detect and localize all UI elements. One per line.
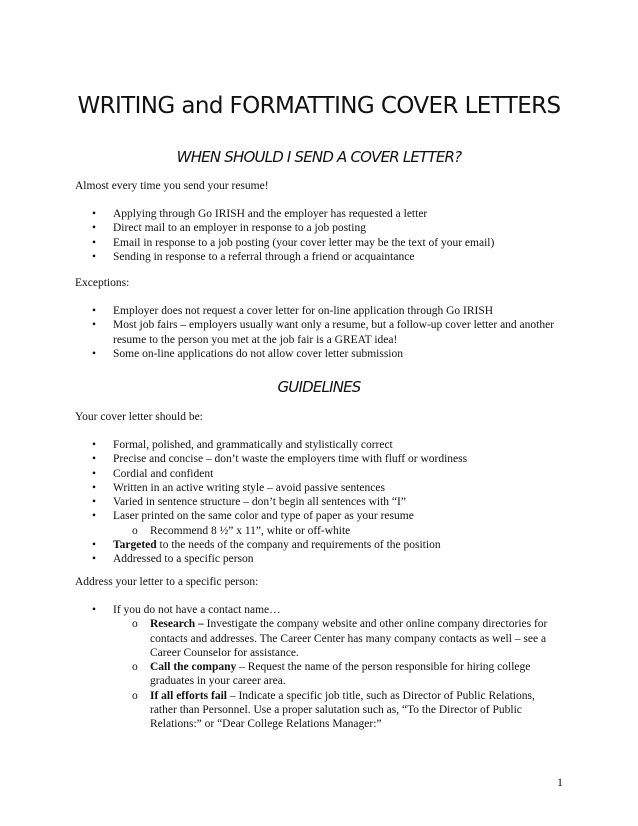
exceptions-list [75,304,554,361]
list-item: • Employer does not request a cover letter for on-line application through Go IRISH [75,304,554,318]
item-text: Laser printed on the same color and type of paper as your resume [113,510,414,523]
list-item: • Email in response to a job posting (your cover letter may be the text of your email) [75,236,494,250]
line: graduates in your career area. [150,675,286,688]
line: Most job fairs – employers usually want only a resume, but a follow-up cover letter and another [113,319,555,332]
bold-term: Call the company [150,661,237,674]
address-intro: Address your letter to a specific person: [75,576,259,588]
line: Relations:” or “Dear College Relations Manager:” [150,718,382,731]
list-item [75,603,547,732]
page-title: WRITING and FORMATTING COVER LETTERS [77,93,561,119]
list-item: • Cordial and confident [75,467,467,481]
line: – Indicate a specific job title, such as Director of Public Relations, [226,689,535,702]
line: Investigate the company website and other online company directories for [203,618,548,631]
intro-text: Almost every time you send your resume! [75,180,269,192]
list-item: • Direct mail to an employer in response to a job posting [75,221,494,235]
section-heading-guidelines: GUIDELINES [277,378,361,396]
item-text: If you do not have a contact name… [113,604,281,616]
address-list [75,603,547,732]
list-item: • Precise and concise – don’t waste the employers time with fluff or wordiness [75,452,467,466]
list-item: • Formal, polished, and grammatically and stylistically correct [75,438,467,452]
line: Career Counselor for assistance. [150,646,299,659]
list-item [75,509,467,538]
sub-list-item [113,660,547,689]
list-item: • Varied in sentence structure – don’t begin all sentences with “I” [75,495,467,509]
guidelines-intro: Your cover letter should be: [75,411,203,423]
list-item: • Some on-line applications do not allow cover letter submission [75,347,554,361]
bold-term: If all efforts fail [150,689,227,702]
bold-term: Research – [150,618,204,631]
guidelines-list [75,438,467,567]
sub-list [113,524,467,538]
list-item: • Addressed to a specific person [75,552,467,566]
list-item [75,538,467,552]
bold-term: Targeted [113,539,157,552]
sub-list-item: o Recommend 8 ½” x 11”, white or off-white [113,524,467,538]
item-text: to the needs of the company and requirements of the position [156,539,441,552]
sub-list [113,617,547,731]
list-item: • Written in an active writing style – avoid passive sentences [75,481,467,495]
page-number: 1 [557,775,563,789]
when-list [75,207,494,264]
line: contacts and addresses. The Career Center has many company contacts as well – see a [150,632,547,645]
line: rather than Personnel. Use a proper salutation such as, “To the Director of Public [150,704,522,717]
line: resume to the person you met at the job fair is a GREAT idea! [113,333,398,346]
sub-list-item [113,617,547,660]
sub-list-item [113,689,547,732]
list-item [75,318,554,347]
list-item: • Applying through Go IRISH and the employer has requested a letter [75,207,494,221]
exceptions-label: Exceptions: [75,277,130,289]
line: – Request the name of the person responsible for hiring college [236,661,531,674]
list-item: • Sending in response to a referral through a friend or acquaintance [75,250,494,264]
section-heading-when: WHEN SHOULD I SEND A COVER LETTER? [176,148,462,166]
